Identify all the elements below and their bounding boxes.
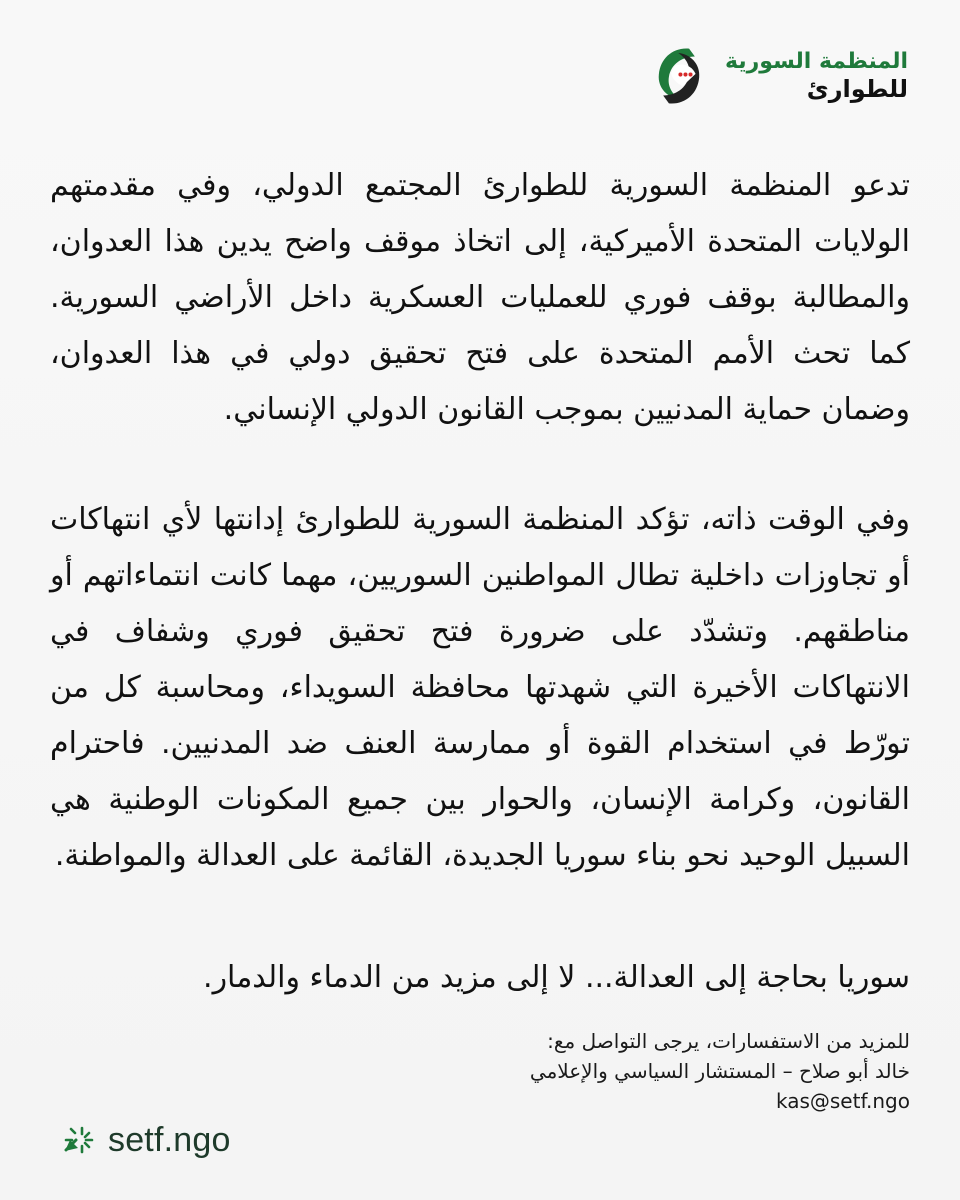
statement-paragraph-2: وفي الوقت ذاته، تؤكد المنظمة السورية للطوارئ إدانتها لأي انتهاكات أو تجاوزات داخلية تطال المواطنين السوريين، مهما كانت انتماءاتهم أو مناطقهم. وتشدّد على ضرورة فتح تحقيق فوري وشفاف في الانتهاكات الأخيرة التي شهدتها محافظة السويداء، ومحاسبة كل من تورّط في استخدام القوة أو ممارسة العنف ضد المدنيين. فاحترام القانون، وكرامة الإنسان، والحوار بين جميع المكونات الوطنية هي السبيل الوحيد نحو بناء سوريا الجديدة، القائمة على العدالة والمواطنة. bbox=[50, 502, 910, 873]
website-label: setf.ngo bbox=[108, 1121, 231, 1159]
sparkle-cursor-icon bbox=[58, 1120, 98, 1160]
contact-person: خالد أبو صلاح – المستشار السياسي والإعلامي bbox=[529, 1059, 910, 1083]
organization-name-line-2: للطوارئ bbox=[806, 74, 908, 103]
contact-intro: للمزيد من الاستفسارات، يرجى التواصل مع: bbox=[547, 1029, 910, 1053]
organization-emblem-icon bbox=[643, 40, 715, 112]
statement-paragraph-1: تدعو المنظمة السورية للطوارئ المجتمع الدولي، وفي مقدمتهم الولايات المتحدة الأميركية، إلى اتخاذ موقف واضح يدين هذا العدوان، والمطالبة بوقف فوري للعمليات العسكرية داخل الأراضي السورية. كما تحث الأمم المتحدة على فتح تحقيق دولي في هذا العدوان، وضمان حماية المدنيين بموجب القانون الدولي الإنساني. bbox=[50, 168, 910, 427]
contact-block bbox=[512, 1026, 910, 1116]
closing-statement: سوريا بحاجة إلى العدالة... لا إلى مزيد من الدماء والدمار. bbox=[203, 960, 910, 995]
organization-logo bbox=[608, 36, 908, 116]
footer-brand bbox=[58, 1116, 231, 1164]
statement-body bbox=[50, 158, 910, 884]
organization-name-line-1: المنظمة السورية bbox=[725, 48, 908, 74]
organization-name bbox=[725, 50, 908, 102]
contact-email: kas@setf.ngo bbox=[775, 1089, 910, 1113]
